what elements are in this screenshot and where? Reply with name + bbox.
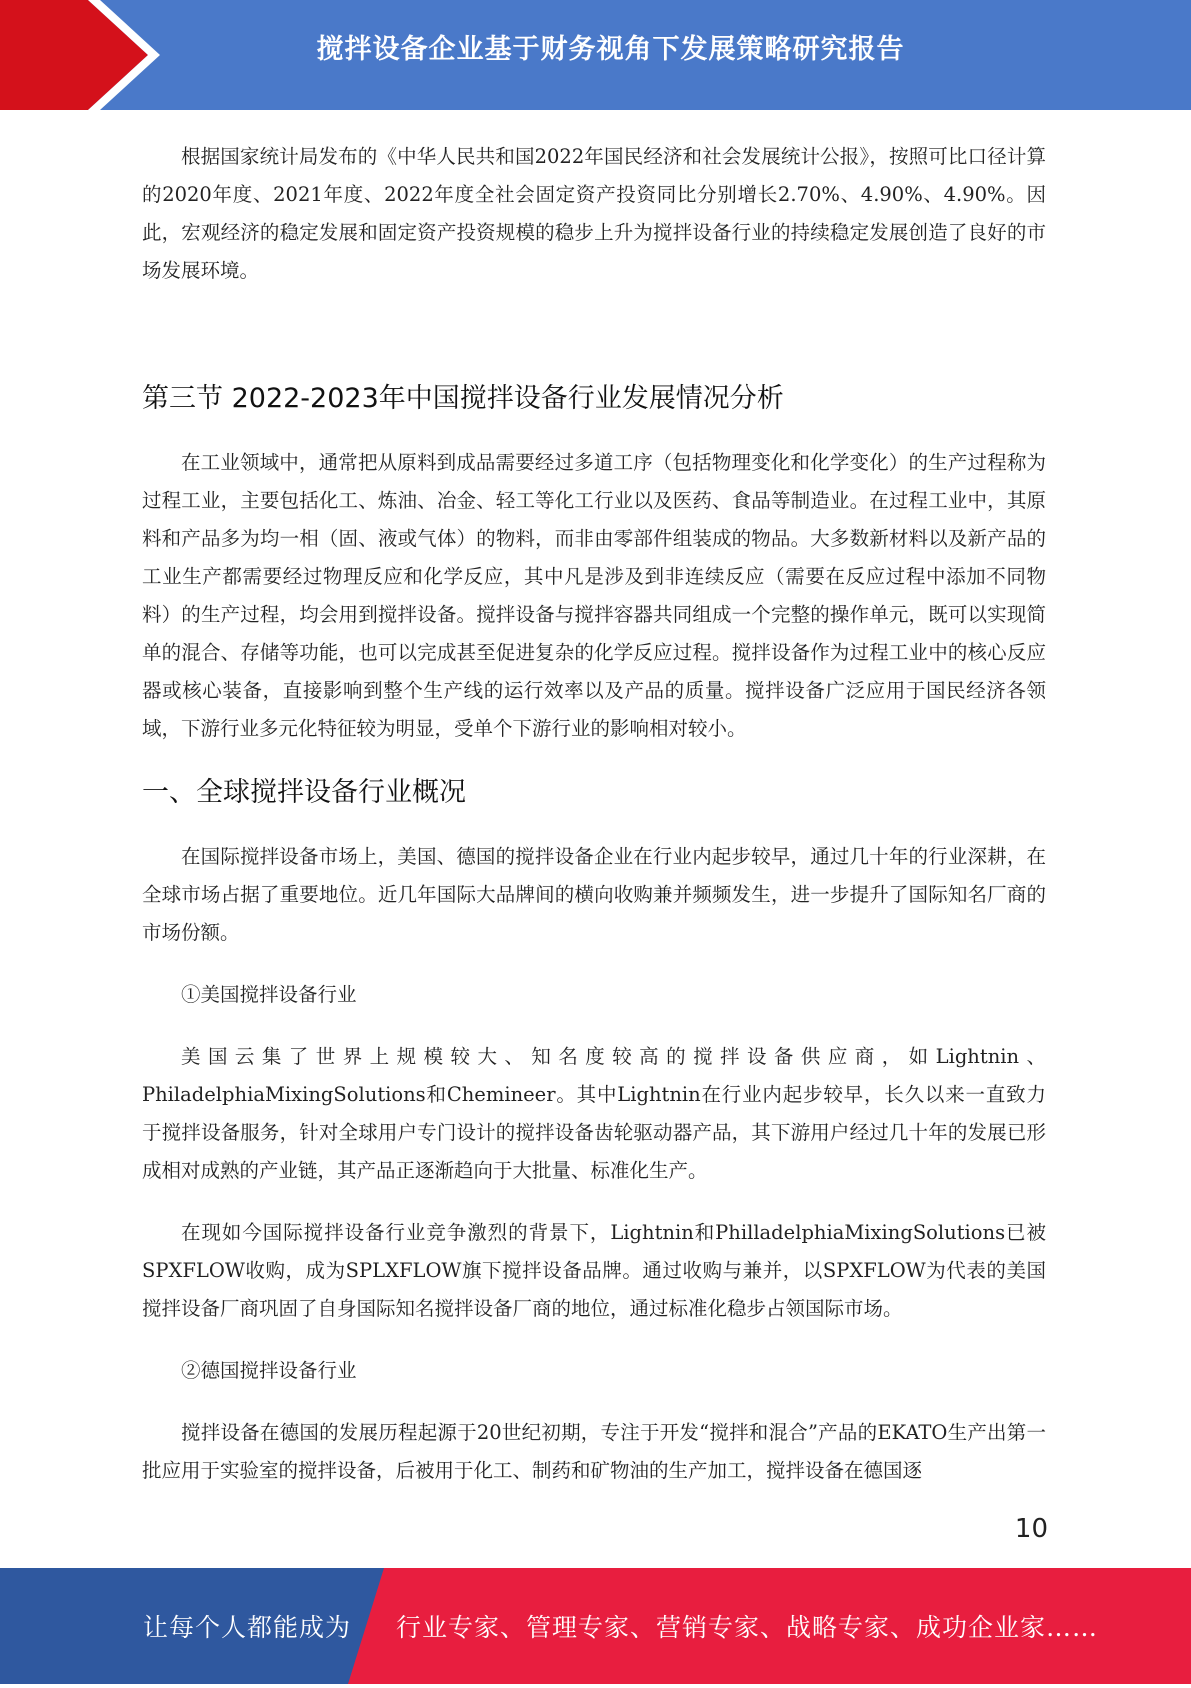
paragraph-global-market: 在国际搅拌设备市场上，美国、德国的搅拌设备企业在行业内起步较早，通过几十年的行业深耕，在全球市场占据了重要地位。近几年国际大品牌间的横向收购兼并频频发生，进一步提升了国际知名厂商的市场份额。 [142,845,1046,944]
subsection-1-heading: 一、全球搅拌设备行业概况 [142,777,466,808]
page-number: 10 [1014,1514,1048,1544]
paragraph-investment: 根据国家统计局发布的《中华人民共和国2022年国民经济和社会发展统计公报》，按照可比口径计算的2020年度、2021年度、2022年度全社会固定资产投资同比分别增长2.70%、4.90%、4.90%。因此，宏观经济的稳定发展和固定资产投资规模的稳步上升为搅拌设备行业的持续稳定发展创造了良好的市场发展环境。 [142,145,1046,282]
paragraph-us-acquisitions: 在现如今国际搅拌设备行业竞争激烈的背景下，Lightnin和PhilladelphiaMixingSolutions已被SPXFLOW收购，成为SPLXFLOW旗下搅拌设备品牌。通过收购与兼并，以SPXFLOW为代表的美国搅拌设备厂商巩固了自身国际知名搅拌设备厂商的地位，通过标准化稳步占领国际市场。 [142,1221,1046,1320]
de-industry-label: ②德国搅拌设备行业 [181,1359,357,1382]
paragraph-process-industry: 在工业领域中，通常把从原料到成品需要经过多道工序（包括物理变化和化学变化）的生产过程称为过程工业，主要包括化工、炼油、冶金、轻工等化工行业以及医药、食品等制造业。在过程工业中，其原料和产品多为均一相（固、液或气体）的物料，而非由零部件组装成的物品。大多数新材料以及新产品的工业生产都需要经过物理反应和化学反应，其中凡是涉及到非连续反应（需要在反应过程中添加不同物料）的生产过程，均会用到搅拌设备。搅拌设备与搅拌容器共同组成一个完整的操作单元，既可以实现简单的混合、存储等功能，也可以完成甚至促进复杂的化学反应过程。搅拌设备作为过程工业中的核心反应器或核心装备，直接影响到整个生产线的运行效率以及产品的质量。搅拌设备广泛应用于国民经济各领域，下游行业多元化特征较为明显，受单个下游行业的影响相对较小。 [142,451,1046,740]
document-body [142,138,1046,1490]
section-3-heading: 第三节 2022-2023年中国搅拌设备行业发展情况分析 [142,383,784,414]
paragraph-germany-history: 搅拌设备在德国的发展历程起源于20世纪初期，专注于开发“搅拌和混合”产品的EKATO生产出第一批应用于实验室的搅拌设备，后被用于化工、制药和矿物油的生产加工，搅拌设备在德国逐 [142,1421,1046,1482]
footer-slogan-right: 行业专家、管理专家、营销专家、战略专家、成功企业家…… [396,1613,1099,1642]
us-industry-label: ①美国搅拌设备行业 [181,983,357,1006]
footer-slogan-left: 让每个人都能成为 [143,1613,352,1642]
paragraph-us-suppliers: 美国云集了世界上规模较大、知名度较高的搅拌设备供应商，如Lightnin、PhiladelphiaMixingSolutions和Chemineer。其中Lightnin在行业内起步较早，长久以来一直致力于搅拌设备服务，针对全球用户专门设计的搅拌设备齿轮驱动器产品，其下游用户经过几十年的发展已形成相对成熟的产业链，其产品正逐渐趋向于大批量、标准化生产。 [142,1045,1046,1182]
report-title: 搅拌设备企业基于财务视角下发展策略研究报告 [316,34,905,65]
